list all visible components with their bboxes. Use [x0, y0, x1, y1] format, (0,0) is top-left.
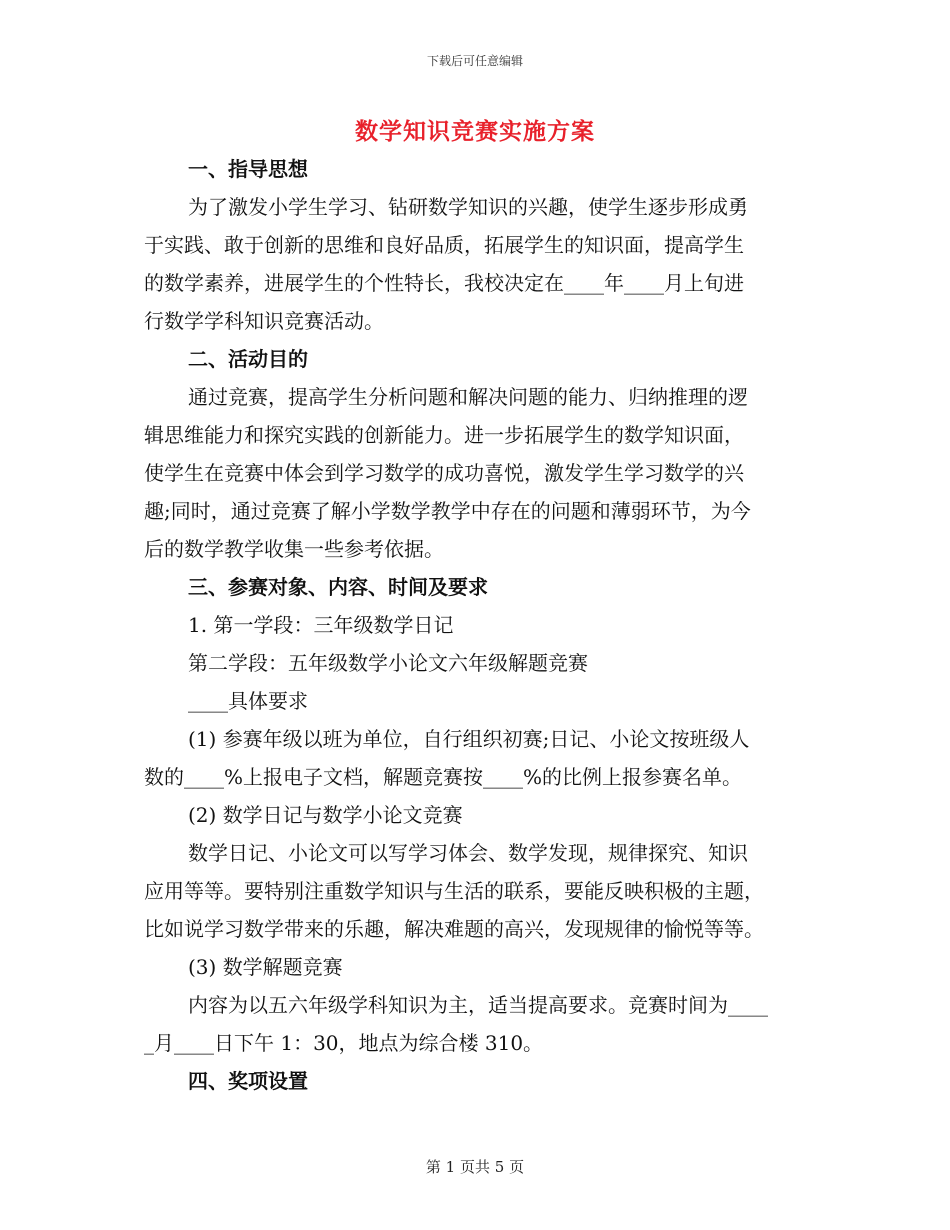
paragraph-line: 比如说学习数学带来的乐趣，解决难题的高兴，发现规律的愉悦等等。 — [144, 917, 764, 941]
document-title: 数学知识竞赛实施方案 — [355, 118, 595, 145]
list-item: (3) 数学解题竞赛 — [188, 955, 343, 979]
paragraph-line: 后的数学教学收集一些参考依据。 — [144, 537, 444, 561]
paragraph-line: _月____日下午 1：30，地点为综合楼 310。 — [144, 1031, 544, 1055]
list-item: (2) 数学日记与数学小论文竞赛 — [188, 803, 463, 827]
paragraph-line: 行数学学科知识竞赛活动。 — [144, 309, 384, 333]
paragraph-line: 应用等等。要特别注重数学知识与生活的联系，要能反映积极的主题， — [144, 879, 764, 903]
paragraph-line: 辑思维能力和探究实践的创新能力。进一步拓展学生的数学知识面， — [144, 423, 744, 447]
section-heading-awards: 四、奖项设置 — [188, 1069, 308, 1093]
section-heading-activity-purpose: 二、活动目的 — [188, 347, 308, 371]
page-header: 下载后可任意编辑 — [426, 54, 523, 68]
list-item: (1) 参赛年级以班为单位，自行组织初赛;日记、小论文按班级人 — [188, 727, 750, 751]
page-footer: 第 1 页共 5 页 — [425, 1158, 525, 1176]
paragraph-line: 趣;同时，通过竞赛了解小学数学教学中存在的问题和薄弱环节，为今 — [144, 499, 751, 523]
list-item: ____具体要求 — [188, 689, 308, 713]
paragraph-line: 数学日记、小论文可以写学习体会、数学发现，规律探究、知识 — [188, 841, 748, 865]
list-item: 1. 第一学段：三年级数学日记 — [188, 613, 454, 637]
paragraph-line: 内容为以五六年级学科知识为主，适当提高要求。竞赛时间为____ — [188, 993, 768, 1017]
section-heading-guiding-ideology: 一、指导思想 — [188, 157, 308, 181]
list-item: 第二学段：五年级数学小论文六年级解题竞赛 — [188, 651, 588, 675]
paragraph-line: 通过竞赛，提高学生分析问题和解决问题的能力、归纳推理的逻 — [188, 385, 748, 409]
document-body — [144, 150, 808, 1100]
paragraph-line: 数的____%上报电子文档，解题竞赛按____%的比例上报参赛名单。 — [144, 765, 743, 789]
paragraph-line: 使学生在竞赛中体会到学习数学的成功喜悦，激发学生学习数学的兴 — [144, 461, 744, 485]
paragraph-line: 于实践、敢于创新的思维和良好品质，拓展学生的知识面，提高学生 — [144, 233, 744, 257]
paragraph-line: 为了激发小学生学习、钻研数学知识的兴趣，使学生逐步形成勇 — [188, 195, 748, 219]
paragraph-line: 的数学素养，进展学生的个性特长，我校决定在____年____月上旬进 — [144, 271, 744, 295]
section-heading-participants-content: 三、参赛对象、内容、时间及要求 — [188, 575, 488, 599]
